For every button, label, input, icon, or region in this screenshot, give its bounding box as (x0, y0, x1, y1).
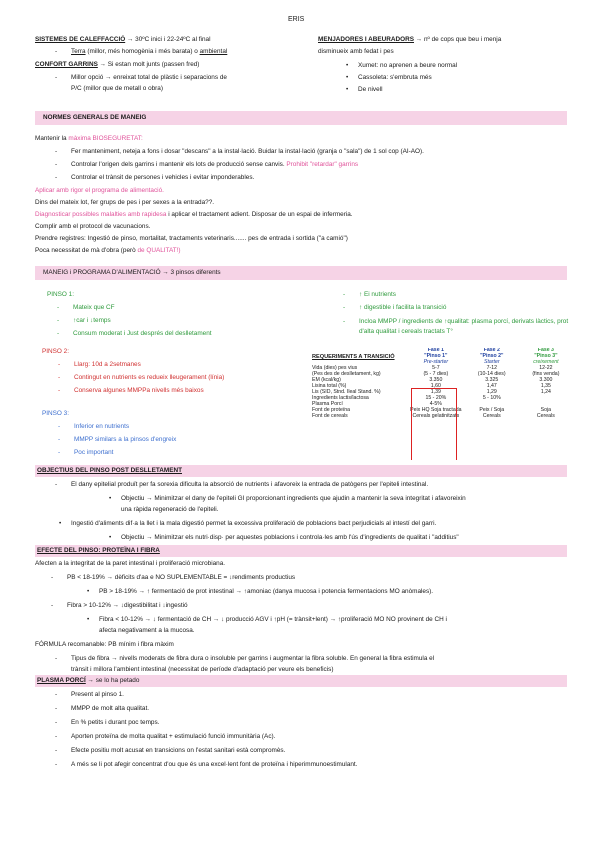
cell: 1,47 (486, 382, 497, 389)
comfort-note: → Si estan molt junts (passen fred) (99, 61, 200, 68)
list-item: - Incloa MMPP / ingredients de ↑qualitat: plasma porcí, derivats làctics, prot d'alta qualitat i cereals tractats T° (343, 317, 575, 338)
plasma-body (35, 691, 575, 769)
fibre-body (35, 560, 575, 674)
requirements-table (310, 348, 572, 460)
list-item: P/C (millor que de metall o obra) (71, 85, 163, 92)
comfort-heading: CONFORT GARRINS (35, 61, 98, 68)
section-heading: NORMES GENERALS DE MANEIG (43, 114, 147, 121)
biosecurity-label: màxima BIOSEGURETAT: (68, 135, 143, 142)
highlight-box (411, 388, 457, 460)
pinso-1 (47, 291, 317, 338)
list-item: • De nivell (344, 86, 578, 94)
management-body (35, 135, 575, 255)
floor-note: (millor, més homogènia i més barata) o (85, 48, 200, 55)
col-header: "Pinso 2" (480, 352, 504, 359)
list-item: - En % petits i durant poc temps. (55, 719, 575, 727)
paragraph: i aplicar el tractament adient. Disposar de un espai de infermeria. (166, 211, 353, 218)
list-item: - MMPP de molt alta qualitat. (55, 705, 575, 713)
plasma-note: → se lo ha petado (87, 677, 140, 684)
list-item: - Inferior en nutrients (58, 423, 292, 431)
list-item: - A més se li pot afegir concentrat d'ou que és una excel·lent font de proteïna i hiperimmunoestimulant. (55, 761, 575, 769)
list-item: • PB > 18-19% → ↑ fermentació de prot intestinal → ↑amoniac (danya mucosa i potencia fermentacions MO anòmales). (85, 588, 575, 596)
cell: 5-7 (432, 364, 440, 371)
paragraph: Prendre registres: Ingestió de pinso, mortalitat, tractaments veterinaris....... pes de entrada i sortida ("a camió") (35, 235, 348, 242)
feeders-heading: MENJADORES I ABEURADORS (318, 36, 414, 43)
col-header: creixement (533, 358, 559, 365)
col-header: "Pinso 3" (534, 352, 558, 359)
cell: 12-22 (539, 364, 553, 371)
cell: Peix HQ Soja tractada (410, 406, 462, 413)
cell: Cereals (482, 412, 501, 419)
cell: 3.350 (429, 376, 443, 383)
warning-text: Prohibit "retardar" garrins (284, 161, 359, 168)
cell: 1,24 (540, 388, 551, 395)
list-item: Controlar l'origen dels garrins i mantenir els lots de producció sense canvis. (71, 161, 285, 168)
list-item: una ràpida regeneració de l'epiteli. (121, 506, 219, 513)
list-item: • Objectiu → Minimitzar els nutri·disp· per aquestes poblacions i controla·les amb l'ús d'ingredients de qualitat i "additius" (107, 534, 575, 542)
list-item: - Present al pinso 1. (55, 691, 575, 699)
pinso-3 (42, 410, 292, 457)
col-header: Fase 3 (537, 348, 554, 353)
section-band (35, 266, 567, 280)
cell: 5 - 10% (482, 394, 501, 401)
section-heading: PLASMA PORCÍ (37, 677, 86, 684)
heating-range: → 30ºC inici i 22-24ºC al final (126, 36, 211, 43)
heating-heading: SISTEMES DE CALEFFACCIÓ (35, 36, 126, 43)
section-band (35, 465, 567, 477)
pinso-2 (42, 348, 292, 395)
cell: Lis (SID, Stnd. Ileal Stand. %) (312, 388, 381, 395)
text: Mantenir la (35, 135, 69, 142)
floor-label: Terra (71, 48, 86, 55)
pinso-1-features (343, 291, 575, 338)
list-item: - Llarg: 10d a 2setmanes (58, 361, 292, 369)
section-band (35, 545, 567, 557)
cell: 1,29 (486, 388, 497, 395)
pinso-2-title: PINSO 2: (42, 348, 69, 355)
cell: 4-5% (429, 400, 442, 407)
cell: (5 - 7 dies) (423, 370, 449, 377)
cell: Cereals gelatinitzats (412, 412, 460, 419)
list-item: - Millor opció → enreixat total de plàstic i separacions de (55, 74, 290, 82)
cell: 1,39 (430, 388, 441, 395)
cell: EM (kcal/kg) (312, 376, 341, 383)
list-item: - Contingut en nutrients es redueix lleugerament (línia) (58, 374, 292, 382)
list-item: - ↑ Ei nutrients (343, 291, 575, 299)
list-item: • Fibra < 10-12% → ↓ fermentació de CH → ↓ producció AGV i ↑pH (= trànsit+lent) → ↑proliferació MO NO provinent de CH i (85, 616, 575, 624)
paragraph: Dins del mateix lot, fer grups de pes i per sexes a la entrada??. (35, 199, 215, 206)
section-heading: EFECTE DEL PINSO: PROTEÏNA I FIBRA (37, 547, 160, 554)
list-item: - Conserva algunes MMPPa nivells més baixos (58, 387, 292, 395)
cell: 3.300 (539, 376, 553, 383)
list-item: • Ingestió d'aliments dif·a la llet i la mala digestió permet la excessiva proliferació de poblacions bact perjudicials al intestí del garri. (57, 520, 575, 528)
list-item: - Consum moderat i Just després del deslletament (57, 330, 317, 338)
cell: Vida (dies) pes vius (312, 364, 358, 371)
list-item: - Fibra > 10-12% → ↓digestibilitat i ↓ingestió (51, 602, 575, 610)
cell: Lisina total (%) (312, 382, 347, 389)
list-item: trànsit i millora l'ambient intestinal (necessitat de període d'adaptació per veure els beneficis) (71, 666, 334, 673)
paragraph: FÓRMULA recomanable: PB mínim i fibra màxim (35, 641, 174, 648)
pinso-3-title: PINSO 3: (42, 410, 69, 417)
feeders-section (318, 36, 578, 94)
cell: Plasma Porcí (312, 400, 343, 407)
list-item: - Efecte positiu molt acusat en transicions on l'estat sanitari està compromès. (55, 747, 575, 755)
paragraph: Aplicar amb rigor el programa de alimentació. (35, 187, 164, 194)
cell: Font de proteïna (312, 406, 351, 413)
feeders-note-2: disminueix amb fedat i pes (318, 48, 394, 55)
col-header: Starter (483, 358, 500, 365)
cell: (fins venda) (532, 370, 560, 377)
col-header: Pre-starter (423, 358, 449, 365)
cell: Peix / Soja (479, 406, 505, 413)
list-item: - El dany epitelial produït per fa sorexia dificulta la absorció de nutrients i afavoreix la entrada de patògens per l'epiteli intestinal. (55, 481, 575, 489)
cell: Cereals (536, 412, 555, 419)
cell: (10-14 dies) (477, 370, 506, 377)
list-item: - ↑ digestible i facilita la transició (343, 304, 575, 312)
page-title: ERIS (288, 16, 305, 23)
cell: 7-12 (486, 364, 497, 371)
section-heading: OBJECTIUS DEL PINSO POST DESLLETAMENT (37, 467, 182, 474)
cell: Font de cereals (312, 412, 348, 419)
paragraph: Afecten a la integritat de la paret intestinal i proliferació microbiana. (35, 560, 226, 567)
section-band (35, 675, 567, 687)
list-item: - Poc important (58, 449, 292, 457)
cell: 3.325 (485, 376, 499, 383)
list-item: afecta negativament a la mucosa. (99, 627, 195, 634)
list-item: - Mateix que CF (57, 304, 317, 312)
cell: (Pes des de deslletament, kg) (312, 370, 381, 377)
diagnose-text: Diagnosticar possibles malalties amb rapidesa (35, 211, 167, 218)
cell: Ingredients lactis/lactosa (312, 394, 369, 401)
pinso-1-title: PINSO 1: (47, 291, 74, 298)
objectives-body (35, 481, 575, 542)
list-item: • Xumet: no aprenen a beure normal (344, 62, 578, 70)
list-item: - Controlar el trànsit de persones i vehicles i evitar imponderables. (55, 174, 575, 182)
paragraph: Complir amb el protocol de vacunacions. (35, 223, 151, 230)
section-band (35, 111, 567, 125)
section-heading: MANEIG i PROGRAMA D'ALIMENTACIÓ → 3 pinsos diferents (43, 269, 221, 276)
paragraph: Poca necessitat de mà d'obra (però (35, 247, 138, 254)
list-item: - Aporten proteïna de molta qualitat + estimulació funció immunitària (Ac). (55, 733, 575, 741)
heating-section (35, 36, 290, 93)
list-item: • Objectiu → Minimitzar el dany de l'epiteli GI proporcionant ingredients que ajudin a mantenir la seva integritat i afavoreixin (107, 495, 575, 503)
list-item: - MMPP similars a la pinsos d'engreix (58, 436, 292, 444)
list-item: - ↑car i ↓temps (57, 317, 317, 325)
list-item: - Fer manteniment, neteja a fons i dosar "descans" a la instal·lació. Buidar la instal·lació (granja o "sala") de 1 sol cop (AI-AO). (55, 148, 575, 156)
list-item: • Cassoleta: s'embruta més (344, 74, 578, 82)
cell: 15 - 20% (425, 394, 447, 401)
cell: 1,60 (430, 382, 441, 389)
col-header: Fase 2 (483, 348, 500, 353)
quality-text: de QUALITAT!) (137, 247, 181, 254)
ambient-label: ambiental (199, 48, 228, 55)
list-item: - PB < 18-19% → dèficits d'aa e NO SUPLEMENTABLE = ↓rendiments productius (51, 574, 575, 582)
list-item: - Tipus de fibra → nivells moderats de fibra dura o insoluble per garrins i augmentar la fibra soluble. En general la fibra estimula el (55, 655, 575, 663)
col-header: "Pinso 1" (424, 352, 448, 359)
cell: 1,35 (540, 382, 551, 389)
feeders-note: → nº de cops que beu i menja (415, 36, 502, 43)
col-header: Fase 1 (427, 348, 444, 353)
table-title: REQUERIMENTS A TRANSICIÓ (312, 353, 395, 360)
cell: Soja (540, 406, 552, 413)
